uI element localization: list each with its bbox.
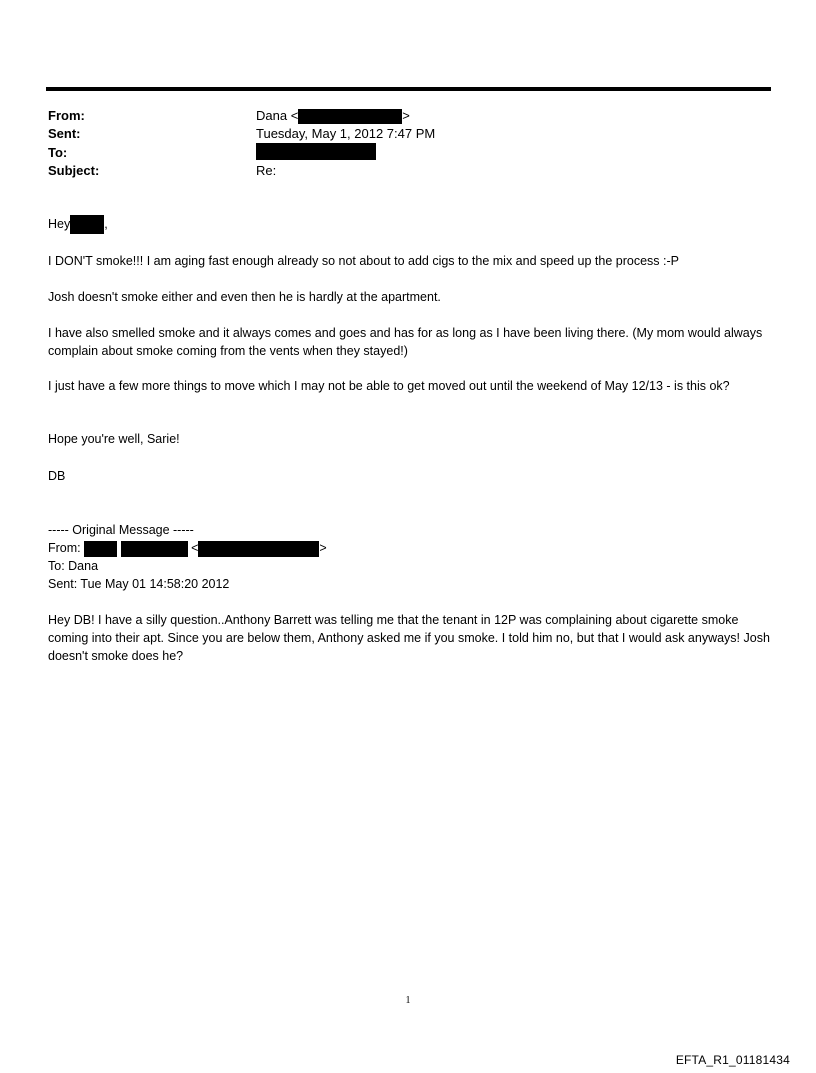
header-rule (46, 87, 771, 91)
signature: DB (48, 469, 66, 483)
sent-value: Tuesday, May 1, 2012 7:47 PM (256, 126, 436, 141)
body-paragraph-1: I DON'T smoke!!! I am aging fast enough already so not about to add cigs to the mix and speed up the process :-P (48, 254, 679, 268)
to-label: To: (48, 145, 68, 160)
original-from-close: > (319, 541, 327, 555)
greeting-prefix: Hey (48, 217, 71, 231)
redaction-box (256, 143, 376, 160)
from-value (256, 108, 410, 124)
redaction-box (298, 109, 402, 124)
subject-label: Subject: (48, 163, 100, 178)
original-sent-line: Sent: Tue May 01 14:58:20 2012 (48, 577, 230, 591)
document-id: EFTA_R1_01181434 (675, 1053, 790, 1067)
redaction-box (198, 541, 319, 557)
original-message-divider: ----- Original Message ----- (48, 523, 194, 537)
original-message-text: Hey DB! I have a silly question..Anthony Barrett was telling me that the tenant in 12P was complaining about cigarette smoke coming into their apt. Since you are below them, Anthony asked me if you smoke. I told him no, but that I would ask anyways! Josh doesn't smoke does he? (48, 613, 770, 663)
redaction-box (84, 541, 117, 557)
page-number: 1 (405, 995, 411, 1006)
body-paragraph-5: Hope you're well, Sarie! (48, 432, 180, 446)
original-from-line (48, 539, 327, 557)
body-paragraph-4: I just have a few more things to move which I may not be able to get moved out until the weekend of May 12/13 - is this ok? (48, 379, 730, 393)
from-name: Dana < (256, 108, 299, 123)
body-paragraph-2: Josh doesn't smoke either and even then he is hardly at the apartment. (48, 290, 441, 304)
greeting (48, 215, 108, 234)
original-to-line: To: Dana (48, 559, 99, 573)
greeting-suffix: , (104, 217, 108, 231)
redaction-box (121, 541, 188, 557)
from-label: From: (48, 108, 85, 123)
from-close: > (402, 108, 410, 123)
redaction-box (70, 215, 104, 234)
subject-value: Re: (256, 163, 277, 178)
original-from-open: < (191, 541, 199, 555)
original-from-label: From: (48, 541, 81, 555)
sent-label: Sent: (48, 126, 81, 141)
to-value (256, 143, 376, 160)
body-paragraph-3: I have also smelled smoke and it always comes and goes and has for as long as I have been living there. (My mom would always complain about smoke coming from the vents when they stayed!) (48, 326, 763, 358)
